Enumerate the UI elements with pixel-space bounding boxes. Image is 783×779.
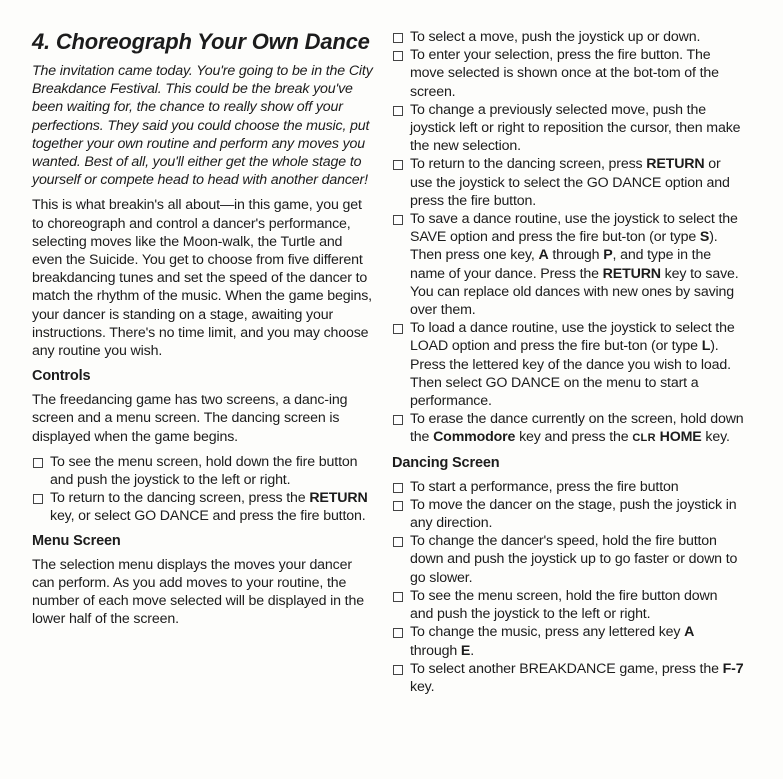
list-item: To select another BREAKDANCE game, press the F-7 key. xyxy=(392,660,744,696)
menu-list xyxy=(392,28,744,448)
controls-heading: Controls xyxy=(32,368,91,385)
list-item: To move the dancer on the stage, push the joystick in any direction. xyxy=(392,496,744,532)
checkbox-bullet-icon xyxy=(393,592,403,602)
checkbox-bullet-icon xyxy=(393,160,403,170)
list-item: To start a performance, press the fire button xyxy=(392,478,744,496)
list-item: To load a dance routine, use the joystick to select the LOAD option and press the fire but-ton (or type L). Press the lettered key of the dance you wish to load. Then select GO DANCE on the menu to start a performance. xyxy=(392,319,744,410)
list-item: To return to the dancing screen, press RETURN or use the joystick to select the GO DANCE option and press the fire button. xyxy=(392,155,744,210)
checkbox-bullet-icon xyxy=(393,33,403,43)
list-item: To enter your selection, press the fire button. The move selected is shown once at the bot-tom of the screen. xyxy=(392,46,744,101)
checkbox-bullet-icon xyxy=(393,537,403,547)
dancing-list xyxy=(392,478,744,696)
checkbox-bullet-icon xyxy=(33,458,43,468)
list-item: To save a dance routine, use the joystick to select the SAVE option and press the fire but-ton (or type S). Then press one key, A through P, and type in the name of your dance. Press the RETURN key to save. You can replace old dances with new ones by saving over them. xyxy=(392,210,744,319)
checkbox-bullet-icon xyxy=(33,494,43,504)
checkbox-bullet-icon xyxy=(393,628,403,638)
menu-screen-heading: Menu Screen xyxy=(32,532,121,549)
checkbox-bullet-icon xyxy=(393,483,403,493)
checkbox-bullet-icon xyxy=(393,501,403,511)
list-item: To change the dancer's speed, hold the fire button down and push the joystick up to go faster or down to go slower. xyxy=(392,532,744,587)
list-item: To erase the dance currently on the screen, hold down the Commodore key and press the CLR HOME key. xyxy=(392,410,744,447)
checkbox-bullet-icon xyxy=(393,106,403,116)
checkbox-bullet-icon xyxy=(393,665,403,675)
controls-list xyxy=(32,453,374,526)
left-column xyxy=(32,28,374,635)
list-item: To see the menu screen, hold the fire button down and push the joystick to the left or right. xyxy=(392,587,744,623)
checkbox-bullet-icon xyxy=(393,415,403,425)
menu-screen-paragraph: The selection menu displays the moves your dancer can perform. As you add moves to your routine, the number of each move selected will be displayed in the lower half of the screen. xyxy=(32,556,364,628)
checkbox-bullet-icon xyxy=(393,51,403,61)
checkbox-bullet-icon xyxy=(393,324,403,334)
intro-paragraph: The invitation came today. You're going to be in the City Breakdance Festival. This could be the break you've been waiting for, the chance to really show off your perfections. They said you could choose the music, put together your own routine and perform any moves you wanted. Best of all, you'll either get the whole stage to yourself or compete head to head with another dancer! xyxy=(32,63,373,189)
list-item: To change the music, press any lettered key A through E. xyxy=(392,623,744,659)
list-item: To see the menu screen, hold down the fire button and push the joystick to the left or right. xyxy=(32,453,374,489)
page-title: 4. Choreograph Your Own Dance xyxy=(32,29,370,54)
right-column xyxy=(392,28,744,702)
checkbox-bullet-icon xyxy=(393,215,403,225)
list-item: To return to the dancing screen, press the RETURN key, or select GO DANCE and press the fire button. xyxy=(32,489,374,525)
dancing-screen-heading: Dancing Screen xyxy=(392,454,500,471)
list-item: To select a move, push the joystick up or down. xyxy=(392,28,744,46)
controls-paragraph: The freedancing game has two screens, a danc-ing screen and a menu screen. The dancing screen is displayed when the game begins. xyxy=(32,392,348,445)
body-paragraph: This is what breakin's all about—in this game, you get to choreograph and control a dancer's performance, selecting moves like the Moon-walk, the Turtle and even the Suicide. You get to choose from five different breakdancing tunes and set the speed of the dancer to match the rhythm of the music. When the game begins, your dancer is standing on a stage, awaiting your instructions. There's no time limit, and you may choose any routine you wish. xyxy=(32,197,372,360)
list-item: To change a previously selected move, push the joystick left or right to reposition the cursor, then make the new selection. xyxy=(392,101,744,156)
